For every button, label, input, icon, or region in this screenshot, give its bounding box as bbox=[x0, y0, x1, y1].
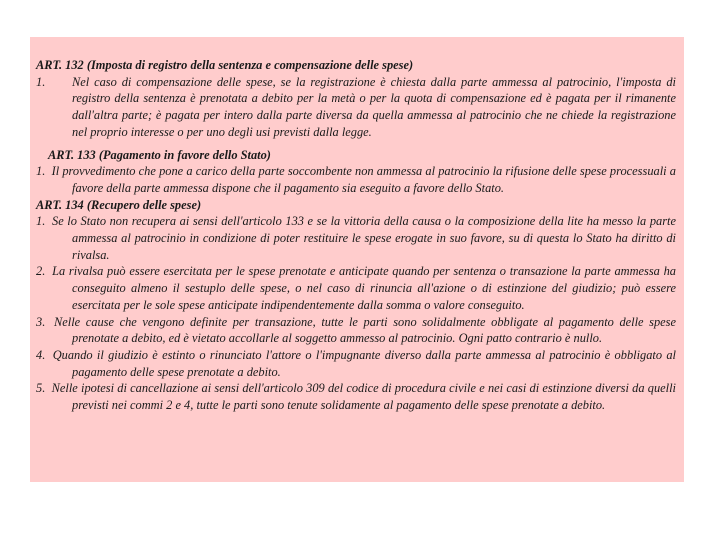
item-number: 3. bbox=[36, 314, 49, 329]
article-132-item-1 bbox=[36, 74, 676, 141]
item-number: 5. bbox=[36, 381, 49, 396]
article-134-item-5 bbox=[36, 380, 676, 413]
item-number: 1. bbox=[36, 214, 49, 229]
article-134-item-2 bbox=[36, 263, 676, 313]
document-panel bbox=[30, 37, 684, 482]
article-134-title: ART. 134 (Recupero delle spese) bbox=[36, 197, 202, 212]
item-text: La rivalsa può essere esercitata per le spese prenotate e anticipate quando per sentenza o transazione la parte ammessa ha conseguito almeno il sestuplo delle spese, o nel caso di rinuncia all'azione o di estinzione del giudizio; può essere esercitata per le sole spese anticipate indipendentemente dalla somma o valore conseguito. bbox=[52, 264, 676, 312]
article-133-item-1 bbox=[36, 163, 676, 196]
item-number: 1. bbox=[36, 164, 49, 179]
article-134-item-4 bbox=[36, 347, 676, 380]
item-text: Quando il giudizio è estinto o rinunciato l'attore o l'impugnante diverso dalla parte ammessa al patrocinio è obbligato al pagamento delle spese prenotate a debito. bbox=[52, 347, 676, 379]
article-133-title: ART. 133 (Pagamento in favore dello Stato) bbox=[48, 147, 271, 162]
item-number: 1. bbox=[36, 74, 46, 89]
article-134-item-3 bbox=[36, 314, 676, 347]
item-number: 2. bbox=[36, 264, 49, 279]
item-number: 4. bbox=[36, 347, 49, 362]
item-text: Nel caso di compensazione delle spese, se la registrazione è chiesta dalla parte ammessa al patrocinio, l'imposta di registro della sentenza è prenotata a debito per la metà o per la quota di compensazione ed è pagata per il rimanente dall'altra parte; è pagata per intero dalla parte diversa da quella ammessa al patrocinio che ne chiede la registrazione nel proprio interesse o per uno degli usi previsti dalla legge. bbox=[72, 74, 676, 139]
article-134-item-1 bbox=[36, 213, 676, 263]
item-text: Nelle ipotesi di cancellazione ai sensi dell'articolo 309 del codice di procedura civile e nei casi di estinzione diversi da quelli previsti nei commi 2 e 4, tutte le parti sono tenute solidamente al pagamento delle spese prenotate a debito. bbox=[51, 381, 676, 413]
article-132-title: ART. 132 (Imposta di registro della sentenza e compensazione delle spese) bbox=[36, 58, 414, 72]
item-text: Se lo Stato non recupera ai sensi dell'articolo 133 e se la vittoria della causa o la composizione della lite ha messo la parte ammessa al patrocinio in condizione di poter restituire le spese erogate in suo favore, su di questa lo Stato ha diritto di rivalsa. bbox=[52, 214, 676, 262]
item-text: Il provvedimento che pone a carico della parte soccombente non ammessa al patrocinio la rifusione delle spese processuali a favore della parte ammessa dispone che il pagamento sia eseguito a favore dello Stato. bbox=[51, 164, 676, 195]
item-text: Nelle cause che vengono definite per transazione, tutte le parti sono solidalmente obbligate al pagamento delle spese prenotate a debito, ed è vietato accollarle al soggetto ammesso al patrocinio. Ogni patto contrario è nullo. bbox=[54, 314, 676, 346]
